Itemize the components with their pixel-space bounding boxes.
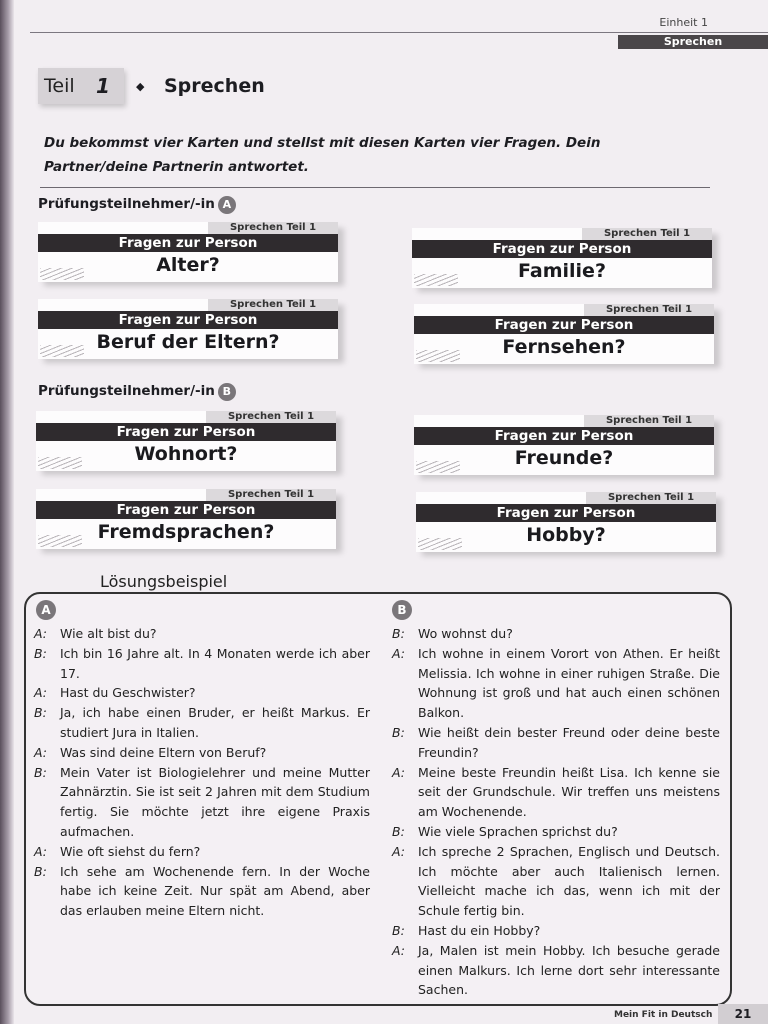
card-alter [38,222,338,284]
dialog-line: Wie oft siehst du fern? [60,843,201,859]
card-tab: Sprechen Teil 1 [208,299,338,311]
speaker-label: B: [392,922,405,938]
dialog-row [34,743,370,763]
speaker-label: B: [392,724,405,740]
card-tab: Sprechen Teil 1 [206,411,336,423]
card-stripes [40,345,84,357]
dialog-row [392,941,720,1000]
card-stripes [38,457,82,469]
dialog-line: Mein Vater ist Biologielehrer und meine Mutter Zahnärztin. Sie ist seit 2 Jahren mit dem Studium fertig. Sie möchte jetzt ihre eigene Praxis aufmachen. [60,764,370,839]
dialog-line: Ja, ich habe einen Bruder, er heißt Markus. Er studiert Jura in Italien. [60,705,370,740]
card-topic: Beruf der Eltern? [96,331,280,353]
section-tag: Sprechen [618,35,768,49]
speaker-label: A: [34,685,47,701]
card-header: Fragen zur Person [36,423,336,441]
card-body [416,492,716,552]
dialog-row [34,842,370,862]
dialog-row [34,862,370,921]
card-body [38,222,338,282]
dialog-row [34,683,370,703]
speaker-label: B: [34,705,47,721]
dialog-line: Wie viele Sprachen sprichst du? [418,823,618,839]
card-body [414,415,714,475]
dialog-row [392,624,720,644]
participant-a-label: Prüfungsteilnehmer/-in [38,196,215,212]
card-tab: Sprechen Teil 1 [208,222,338,234]
card-topic: Alter? [156,254,220,276]
badge-a-icon: A [218,196,236,214]
dialog-row [392,921,720,941]
solution-badge-a-icon: A [36,600,56,620]
card-body [36,411,336,471]
card-topic: Wohnort? [134,443,238,465]
teil-number: 1 [96,74,110,98]
speaker-label: A: [392,942,405,958]
card-header: Fragen zur Person [38,311,338,329]
dialog-line: Hast du ein Hobby? [418,922,541,938]
card-tab: Sprechen Teil 1 [206,489,336,501]
speaker-label: B: [34,764,47,780]
page-title: Sprechen [164,75,265,97]
card-body [36,489,336,549]
speaker-label: A: [392,645,405,661]
dialog-row [34,624,370,644]
card-topic: Fernsehen? [502,336,626,358]
dialog-row [392,644,720,723]
speaker-label: B: [34,863,47,879]
card-stripes [416,350,460,362]
instruction-text: Du bekommst vier Karten und stellst mit diesen Karten vier Fragen. Dein Partner/deine Partnerin antwortet. [44,135,601,175]
card-tab: Sprechen Teil 1 [584,304,714,316]
card-header: Fragen zur Person [414,427,714,445]
unit-label: Einheit 1 [659,16,708,29]
card-hobby [416,492,716,554]
teil-word: Teil [44,75,75,97]
section-rule [40,187,710,188]
dialog-b [392,624,720,1000]
dialog-row [392,822,720,842]
dialog-line: Meine beste Freundin heißt Lisa. Ich kenne sie seit der Grundschule. Wir treffen uns meistens am Wochenende. [418,764,720,820]
card-tab: Sprechen Teil 1 [584,415,714,427]
card-freunde [414,415,714,477]
badge-b-icon: B [218,383,236,401]
card-topic: Fremdsprachen? [97,521,275,543]
dialog-line: Wo wohnst du? [418,626,513,641]
top-rule [30,32,768,33]
card-tab: Sprechen Teil 1 [582,228,712,240]
card-header: Fragen zur Person [38,234,338,252]
dialog-row [392,842,720,921]
speaker-label: B: [392,626,405,641]
footer-book-title: Mein Fit in Deutsch [614,1010,713,1020]
card-stripes [414,274,458,286]
solution-badge-b-icon: B [392,600,412,620]
dialog-line: Wie heißt dein bester Freund oder deine beste Freundin? [418,724,720,760]
speaker-label: A: [392,843,405,859]
card-beruf [38,299,338,361]
page-number: 21 [718,1004,768,1024]
speaker-label: A: [392,764,405,780]
card-topic: Freunde? [514,447,614,469]
card-fremdsprachen [36,489,336,551]
dialog-line: Ja, Malen ist mein Hobby. Ich besuche gerade einen Malkurs. Ich lerne dort sehr interessante Sachen. [418,942,720,998]
card-body [38,299,338,359]
dialog-row [34,703,370,743]
dialog-line: Wie alt bist du? [60,626,157,641]
dialog-line: Ich wohne in einem Vorort von Athen. Er heißt Melissia. Ich wohne in einer ruhigen Straße. Die Wohnung ist groß und hat auch einen schönen Balkon. [418,645,720,721]
card-body [414,304,714,364]
dialog-line: Hast du Geschwister? [60,685,196,701]
speaker-label: A: [34,843,47,859]
speaker-label: B: [34,645,47,661]
dialog-row [392,723,720,763]
card-topic: Hobby? [526,524,606,546]
dialog-a [34,624,370,921]
dialog-row [34,644,370,684]
card-wohnort [36,411,336,473]
page-spine [0,0,14,1024]
dialog-row [34,763,370,842]
participant-b-label: Prüfungsteilnehmer/-in [38,383,215,399]
solution-title: Lösungsbeispiel [88,572,239,591]
card-header: Fragen zur Person [414,316,714,334]
dialog-line: Ich spreche 2 Sprachen, Englisch und Deutsch. Ich möchte aber auch Italienisch lernen. Vielleicht mache ich das, wenn ich mit der Schule fertig bin. [418,843,720,919]
card-stripes [40,268,84,280]
card-body [412,228,712,288]
card-stripes [418,538,462,550]
card-stripes [416,461,460,473]
card-header: Fragen zur Person [416,504,716,522]
card-familie [412,228,712,290]
card-tab: Sprechen Teil 1 [586,492,716,504]
card-fernsehen [414,304,714,366]
card-header: Fragen zur Person [36,501,336,519]
diamond-icon: ◆ [136,80,145,93]
speaker-label: A: [34,744,47,760]
dialog-line: Ich bin 16 Jahre alt. In 4 Monaten werde ich aber 17. [60,645,370,681]
dialog-row [392,763,720,822]
speaker-label: B: [392,823,405,839]
teil-box [38,68,124,104]
card-stripes [38,535,82,547]
card-topic: Familie? [518,260,606,282]
dialog-line: Was sind deine Eltern von Beruf? [60,744,267,760]
participant-a-heading [38,196,236,214]
participant-b-heading [38,383,236,401]
dialog-line: Ich sehe am Wochenende fern. In der Woche habe ich keine Zeit. Nur spät am Abend, aber das erlauben meine Eltern nicht. [60,863,370,919]
card-header: Fragen zur Person [412,240,712,258]
speaker-label: A: [34,626,47,641]
